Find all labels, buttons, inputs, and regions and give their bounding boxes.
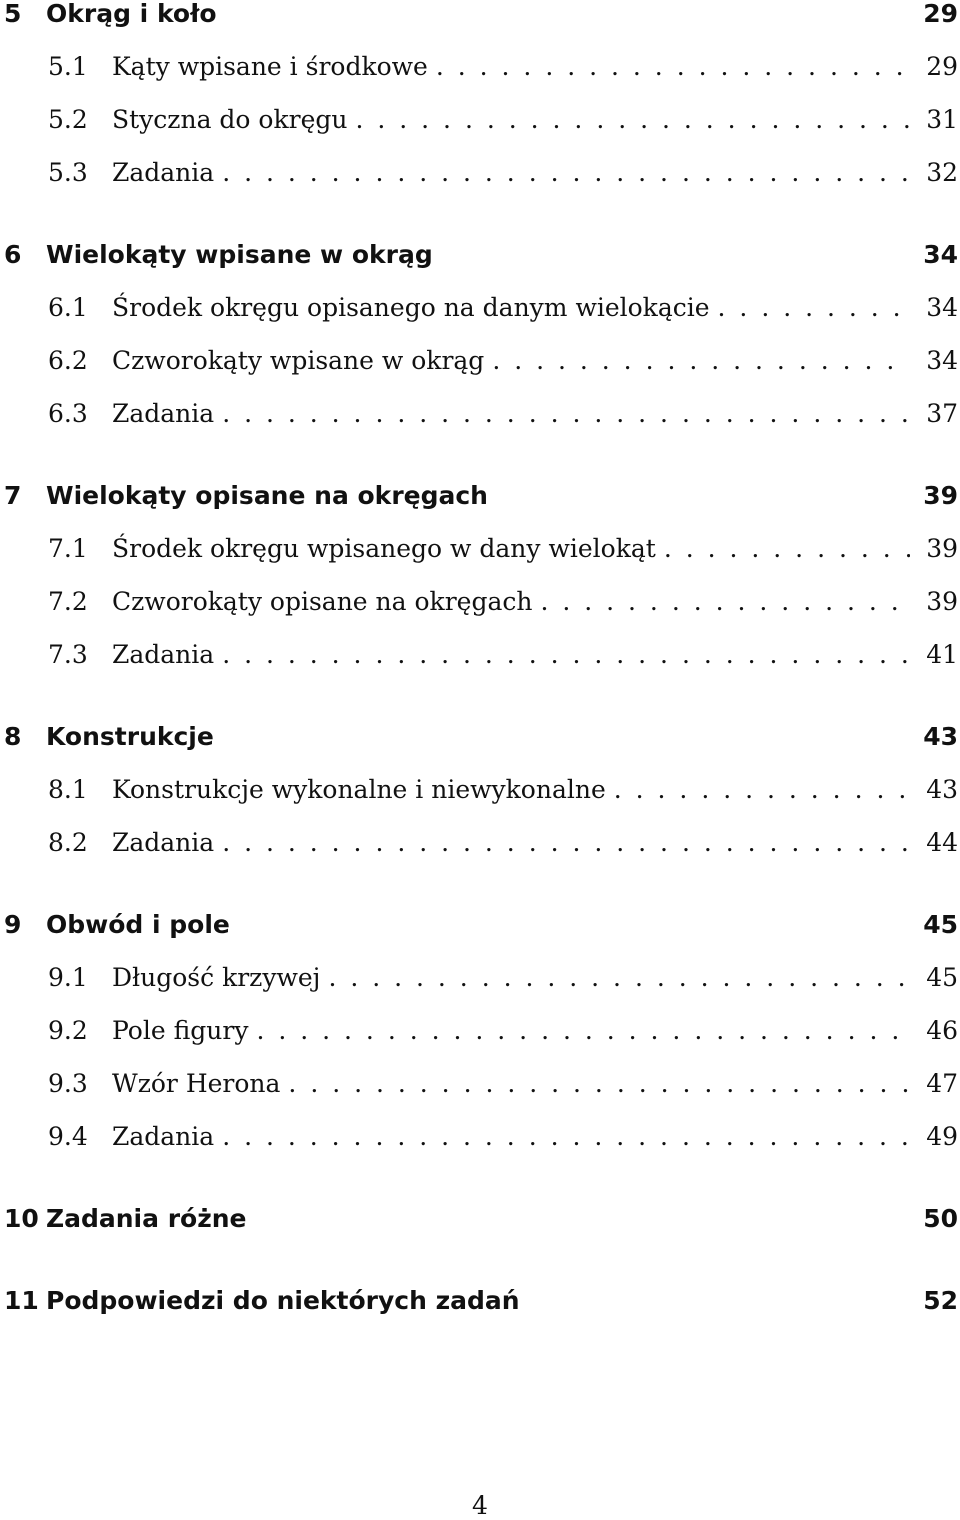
dot-leader (664, 535, 910, 563)
dot-leader (222, 1123, 910, 1151)
section-number: 7.2 (48, 587, 88, 616)
section-number: 5.2 (48, 105, 88, 134)
toc-chapter-heading[interactable] (0, 1205, 960, 1233)
dot-leader (540, 588, 910, 616)
section-title: Zadania (112, 828, 215, 857)
section-title: Zadania (112, 1122, 215, 1151)
toc-chapter-heading[interactable] (0, 241, 960, 269)
section-title: Wzór Herona (112, 1069, 281, 1098)
section-number: 7.1 (48, 534, 88, 563)
section-number: 9.3 (48, 1069, 88, 1098)
chapter-page-number: 43 (923, 722, 958, 751)
toc-chapter (0, 723, 960, 911)
toc-chapter-heading[interactable] (0, 723, 960, 751)
chapter-page-number: 50 (923, 1204, 958, 1233)
chapter-number: 8 (4, 722, 22, 751)
section-title: Środek okręgu opisanego na danym wielokącie (112, 293, 710, 322)
section-title: Środek okręgu wpisanego w dany wielokąt (112, 534, 656, 563)
section-number: 6.1 (48, 293, 88, 322)
chapter-spacer (0, 694, 960, 723)
chapter-spacer (0, 882, 960, 911)
toc-section-entry[interactable] (0, 588, 960, 641)
chapter-page-number: 34 (923, 240, 958, 269)
toc-section-entry[interactable] (0, 1123, 960, 1176)
section-page-number: 47 (926, 1069, 958, 1098)
toc-chapter (0, 1205, 960, 1287)
toc-chapter-heading[interactable] (0, 482, 960, 510)
section-number: 6.2 (48, 346, 88, 375)
dot-leader (222, 641, 910, 669)
dot-leader (222, 829, 910, 857)
dot-leader (328, 964, 910, 992)
toc-chapter (0, 0, 960, 241)
chapter-page-number: 39 (923, 481, 958, 510)
dot-leader (718, 294, 910, 322)
chapter-title: Obwód i pole (46, 910, 230, 939)
dot-leader (614, 776, 910, 804)
section-number: 9.2 (48, 1016, 88, 1045)
toc-chapter (0, 482, 960, 723)
chapter-spacer (0, 1258, 960, 1287)
toc-chapter (0, 241, 960, 482)
toc-section-entry[interactable] (0, 400, 960, 453)
chapter-spacer (0, 453, 960, 482)
toc-chapter-heading[interactable] (0, 911, 960, 939)
section-page-number: 34 (926, 293, 958, 322)
chapter-title: Wielokąty wpisane w okrąg (46, 240, 433, 269)
section-title: Pole figury (112, 1016, 249, 1045)
page-number: 4 (472, 1491, 488, 1520)
toc-section-entry[interactable] (0, 1017, 960, 1070)
section-page-number: 39 (926, 534, 958, 563)
section-number: 8.2 (48, 828, 88, 857)
section-page-number: 29 (926, 52, 958, 81)
dot-leader (222, 400, 910, 428)
section-number: 8.1 (48, 775, 88, 804)
section-page-number: 46 (926, 1016, 958, 1045)
section-title: Czworokąty opisane na okręgach (112, 587, 533, 616)
dot-leader (436, 53, 910, 81)
chapter-number: 5 (4, 0, 22, 28)
toc-section-entry[interactable] (0, 106, 960, 159)
section-page-number: 41 (926, 640, 958, 669)
section-number: 9.4 (48, 1122, 88, 1151)
section-page-number: 49 (926, 1122, 958, 1151)
section-number: 9.1 (48, 963, 88, 992)
section-page-number: 37 (926, 399, 958, 428)
section-page-number: 32 (926, 158, 958, 187)
toc-chapter-heading[interactable] (0, 1287, 960, 1315)
dot-leader (492, 347, 910, 375)
dot-leader (222, 159, 910, 187)
section-number: 7.3 (48, 640, 88, 669)
section-title: Zadania (112, 640, 215, 669)
toc-section-entry[interactable] (0, 159, 960, 212)
chapter-number: 6 (4, 240, 22, 269)
section-page-number: 43 (926, 775, 958, 804)
chapter-spacer (0, 1176, 960, 1205)
toc-chapter (0, 911, 960, 1205)
dot-leader (256, 1017, 910, 1045)
chapter-title: Konstrukcje (46, 722, 214, 751)
toc-section-entry[interactable] (0, 641, 960, 694)
toc-section-entry[interactable] (0, 347, 960, 400)
section-title: Konstrukcje wykonalne i niewykonalne (112, 775, 606, 804)
chapter-title: Okrąg i koło (46, 0, 217, 28)
toc-section-entry[interactable] (0, 829, 960, 882)
section-title: Długość krzywej (112, 963, 321, 992)
toc-section-entry[interactable] (0, 1070, 960, 1123)
toc-chapter-heading[interactable] (0, 0, 960, 28)
chapter-page-number: 52 (923, 1286, 958, 1315)
chapter-page-number: 29 (923, 0, 958, 28)
chapter-number: 9 (4, 910, 22, 939)
section-title: Zadania (112, 399, 215, 428)
section-page-number: 31 (926, 105, 958, 134)
section-number: 5.1 (48, 52, 88, 81)
chapter-title: Podpowiedzi do niektórych zadań (46, 1286, 520, 1315)
chapter-title: Wielokąty opisane na okręgach (46, 481, 488, 510)
toc-chapter (0, 1287, 960, 1315)
section-number: 5.3 (48, 158, 88, 187)
dot-leader (288, 1070, 910, 1098)
chapter-number: 10 (4, 1204, 39, 1233)
toc-section-entry[interactable] (0, 294, 960, 347)
section-page-number: 44 (926, 828, 958, 857)
chapter-spacer (0, 212, 960, 241)
toc-section-entry[interactable] (0, 964, 960, 1017)
section-number: 6.3 (48, 399, 88, 428)
chapter-number: 11 (4, 1286, 39, 1315)
section-title: Czworokąty wpisane w okrąg (112, 346, 485, 375)
section-page-number: 45 (926, 963, 958, 992)
toc-section-entry[interactable] (0, 53, 960, 106)
section-page-number: 39 (926, 587, 958, 616)
chapter-number: 7 (4, 481, 22, 510)
chapter-page-number: 45 (923, 910, 958, 939)
chapter-title: Zadania różne (46, 1204, 247, 1233)
dot-leader (355, 106, 910, 134)
section-title: Zadania (112, 158, 215, 187)
toc-section-entry[interactable] (0, 535, 960, 588)
toc-section-entry[interactable] (0, 776, 960, 829)
section-title: Kąty wpisane i środkowe (112, 52, 428, 81)
section-title: Styczna do okręgu (112, 105, 348, 134)
section-page-number: 34 (926, 346, 958, 375)
